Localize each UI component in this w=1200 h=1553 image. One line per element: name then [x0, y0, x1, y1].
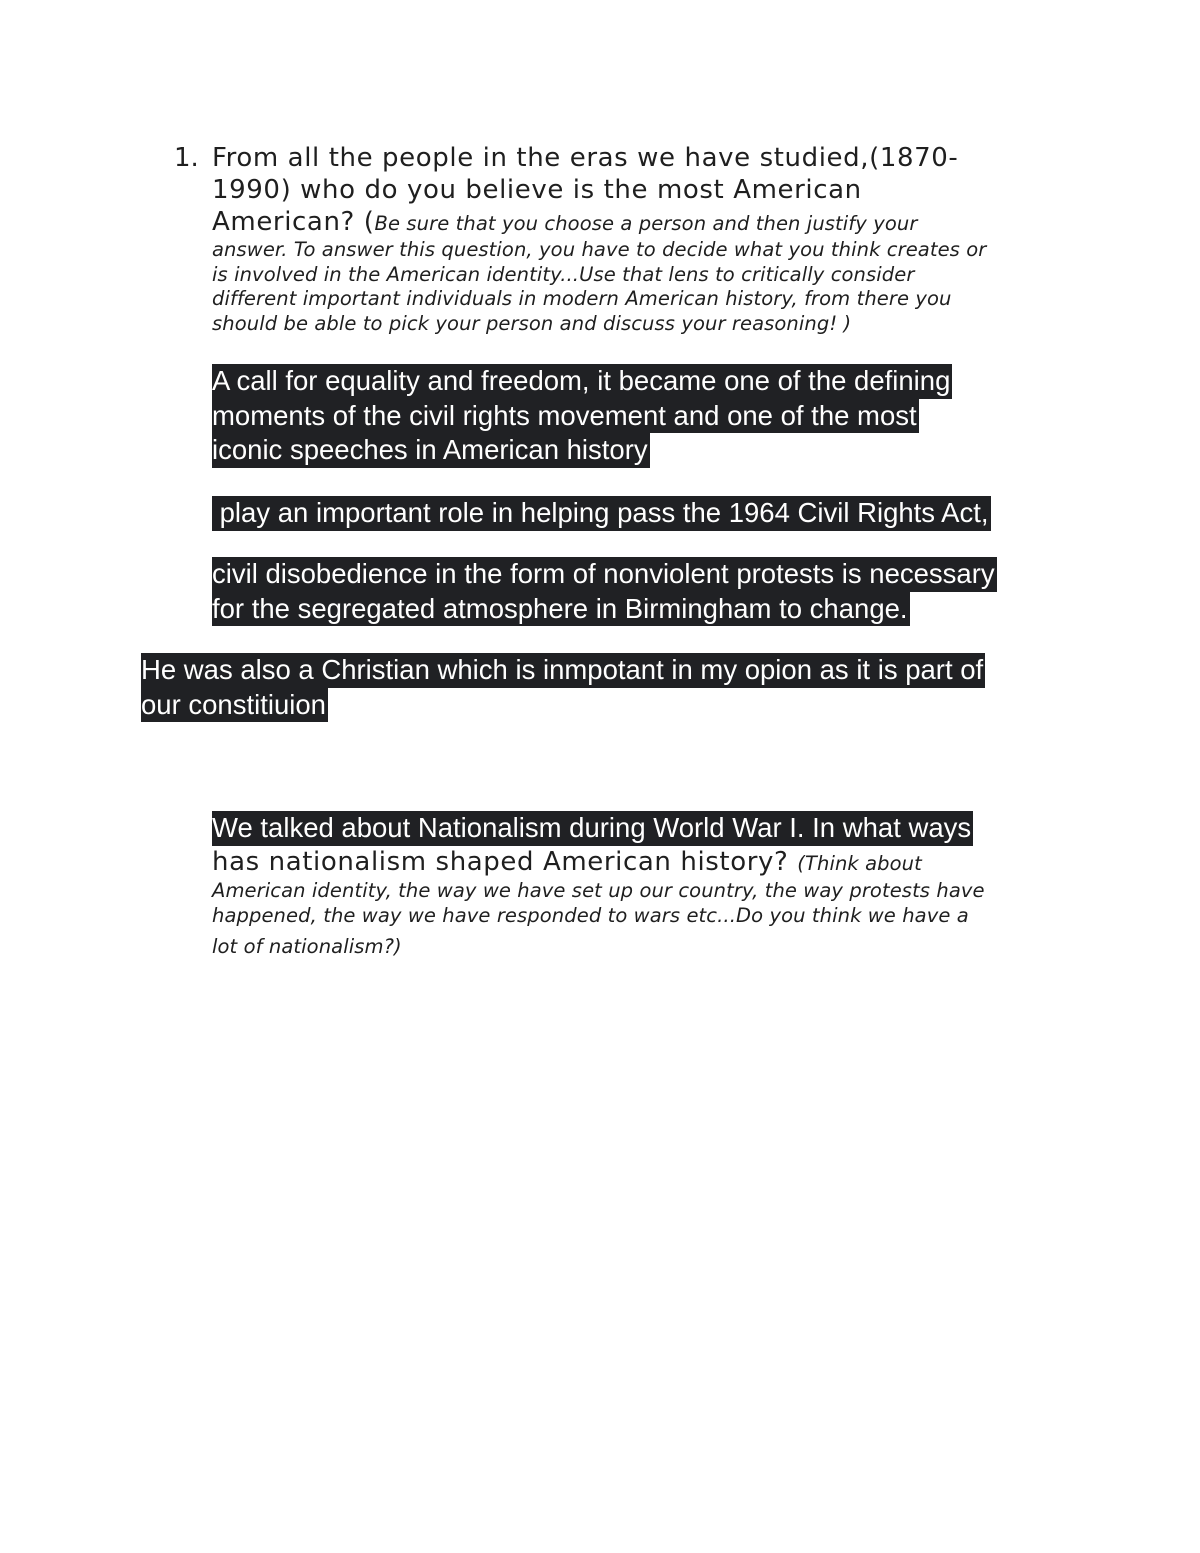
- answer-paragraph-1[interactable]: [212, 364, 952, 468]
- selected-text-line[interactable]: moments of the civil rights movement and one of the most: [212, 399, 919, 434]
- selected-text-line[interactable]: A call for equality and freedom, it became one of the defining: [212, 364, 952, 399]
- answer-paragraph-4[interactable]: [141, 653, 985, 722]
- question-1-note-line: is involved in the American identity...Use that lens to critically consider: [212, 262, 915, 286]
- answer-paragraph-2[interactable]: [212, 496, 991, 531]
- question-1-note-start: Be sure that you choose a person and then justify your: [374, 212, 918, 235]
- answer-paragraph-3[interactable]: [212, 557, 997, 626]
- selected-text-line[interactable]: for the segregated atmosphere in Birmingham to change.: [212, 592, 910, 627]
- question-1-line-2: 1990) who do you believe is the most American: [212, 175, 862, 205]
- question-2-line-2: [212, 846, 1092, 878]
- question-2-note-line: American identity, the way we have set up our country, the way protests have: [212, 878, 985, 902]
- selected-text-line[interactable]: play an important role in helping pass the 1964 Civil Rights Act,: [212, 496, 991, 531]
- question-2: [212, 811, 1092, 959]
- question-2-note-line: happened, the way we have responded to wars etc...Do you think we have a: [212, 903, 969, 927]
- question-2-note-start: (Think about: [797, 851, 922, 875]
- question-1: [174, 142, 1054, 336]
- question-1-line-3: [212, 206, 1054, 238]
- selected-text-line[interactable]: civil disobedience in the form of nonviolent protests is necessary: [212, 557, 997, 592]
- question-number: 1.: [174, 143, 199, 173]
- question-1-line-1: From all the people in the eras we have studied,(1870-: [212, 143, 959, 173]
- question-1-line-3-main: American? (: [212, 207, 375, 237]
- selected-text-line[interactable]: He was also a Christian which is inmpotant in my opion as it is part of: [141, 653, 985, 688]
- selected-text-line[interactable]: We talked about Nationalism during World War I. In what ways: [212, 811, 973, 846]
- selected-text-line[interactable]: our constitiuion: [141, 688, 328, 723]
- question-1-note-line: different important individuals in modern American history, from there you: [212, 287, 952, 310]
- question-1-text: [212, 142, 1054, 336]
- selected-text-line[interactable]: iconic speeches in American history: [212, 433, 650, 468]
- question-2-line-2-main: has nationalism shaped American history?: [212, 846, 798, 877]
- question-2-note-line: lot of nationalism?): [212, 934, 402, 958]
- question-1-note-line: should be able to pick your person and discuss your reasoning! ): [212, 311, 852, 335]
- question-1-note-line: answer. To answer this question, you have to decide what you think creates or: [212, 238, 987, 261]
